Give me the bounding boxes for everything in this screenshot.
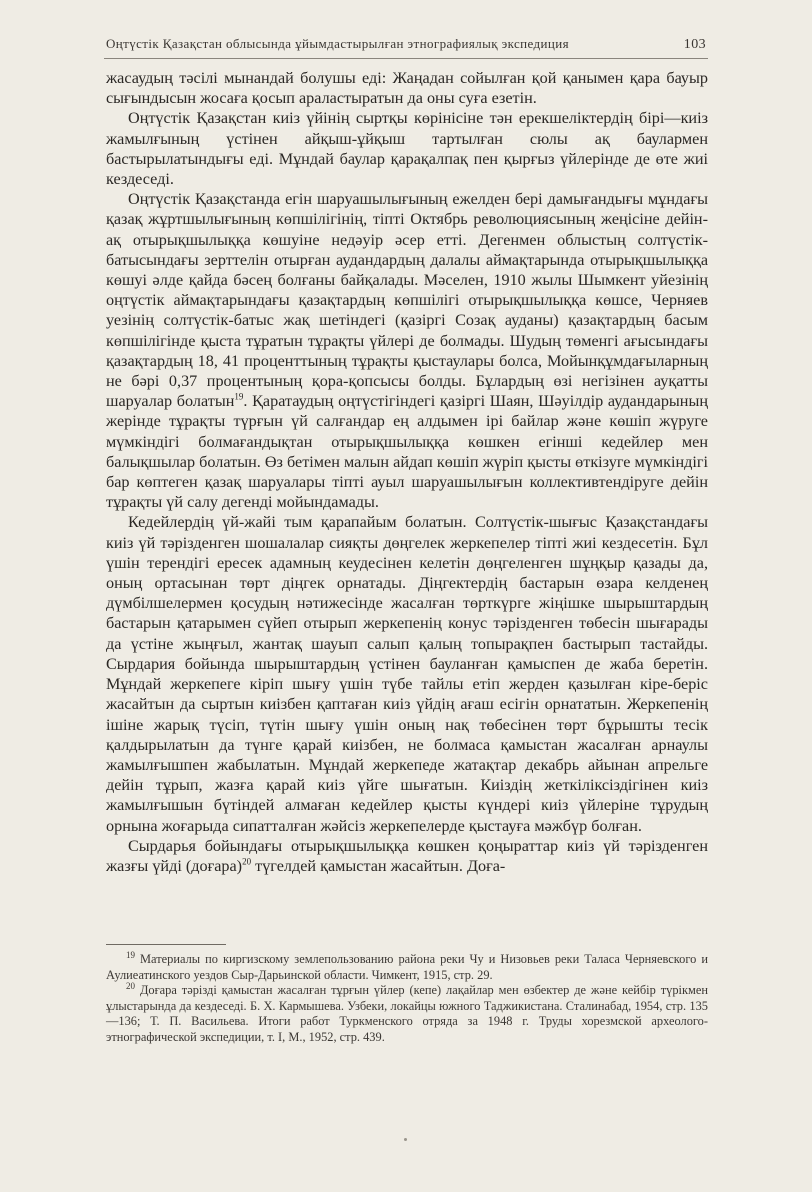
footnote-mark: 19 xyxy=(126,949,135,960)
paragraph-text: . Қаратаудың оңтүстігіндегі қазіргі Шаян, Шәуілдір аудандарының жерінде тұрақты түрғын үй салғандар ең алдымен ірі байлар және көшіп жүруге мүмкіндігі болмағандықтан отырықшылыққа көшкен егінші кедейлер мен балықшылар болатын. Өз бетімен малын айдап көшіп жүріп қысты өткізуге мүмкіндігі бар көптеген қазақ шаруалары тіпті ауыл шаруашылығын коллективтендіруге дейін тұрақты үй салу дегенді мойындамады. xyxy=(106,392,708,512)
footnotes xyxy=(106,949,708,1046)
header-divider xyxy=(104,58,708,59)
footnote-text: Доғара тәрізді қамыстан жасалған тұрғын үйлер (кепе) лақайлар мен өзбектер де және кейбір түрікмен ұлыстарында да кездеседі. Б. Х. Кармышева. Узбеки, локайцы южного Таджикистана. Сталинабад, 1954, стр. 135—136; Т. П. Васильева. Итоги работ Туркменского отряда за 1948 г. Труды хорезмской археолого-этнографической экспедиции, т. I, М., 1952, стр. 439. xyxy=(106,983,708,1044)
running-header xyxy=(106,36,706,53)
footnote-mark: 20 xyxy=(126,981,135,992)
footnote-text: Материалы по киргизскому землепользованию района реки Чу и Низовьев реки Таласа Черняевского и Аулиеатинского уездов Сыр-Дарьинской области. Чимкент, 1915, стр. 29. xyxy=(106,952,708,982)
footnote-19 xyxy=(106,949,708,983)
footnote-ref-20[interactable]: 20 xyxy=(242,856,252,867)
paragraph xyxy=(106,189,708,512)
paragraph-text: түгелдей қамыстан жасайтын. Доға- xyxy=(251,856,506,875)
main-text xyxy=(106,68,708,876)
paragraph: Оңтүстік Қазақстан киіз үйінің сыртқы көрінісіне тән ерекшеліктердің бірі—киіз жамылғының үстінен айқыш-ұйқыш тартылған сюлы ақ баулармен бастырылатындығы еді. Мұндай баулар қарақалпақ пен қырғыз үйлерінде де өте жиі кездеседі. xyxy=(106,109,708,189)
footnote-divider xyxy=(106,944,226,945)
paragraph: Кедейлердің үй-жайі тым қарапайым болатын. Солтүстік-шығыс Қазақстандағы киіз үй тәрізденген шошалалар сияқты дөңгелек жеркепелер тіпті жиі кездесетін. Бұл үшін терендігі ересек адамның кеудесінен келетін дөңгеленген шұңқыр қазады да, оның ортасынан төрт діңгек орнатады. Діңгектердің бастарын өзара келденең дүмбілшелермен қосудың нәтижесінде жасалған төрткүрге жіңішке шырыштардың бастарын қатарымен сүйеп отырып жеркепенің конус тәрізденген төбесін шығарады да үстіне жыңғыл, жантақ шауып салып қалың топырақпен бастырып тастайды. Сырдария бойында шырыштардың үстінен бауланған қамыспен де жаба беретін. Мұндай жеркепеге кіріп шығу үшін түбе тайлы етіп жерден қазылған кіре-беріс жасайтын да сыртын киізбен қаптаған киіз үйдің ағаш есігін орнататын. Жеркепенің ішіне жарық түсіп, түтін шығу үшін оның нақ төбесінен төрт бұрышты тесік қалдырылатын да түнге қарай киізбен, не болмаса қамыстан жасалған арнаулы жамылғышпен жабылатын. Мұндай жеркепеде жатақтар декабрь айынан апрельге дейін тұрып, жазға қарай киіз үйге шығатын. Киіздің жеткіліксіздігінен киіз жамылғышын бүтіндей алмаған кедейлер қысты күндері киіз үйлеріне тұрудың орнына жоғарыда сипатталған жәйсіз жеркепелерде қыстауға мәжбүр болған. xyxy=(106,513,708,835)
footnote-ref-19[interactable]: 19 xyxy=(234,391,244,402)
page-number: 103 xyxy=(683,37,706,52)
paragraph-text: Сырдарья бойындағы отырықшылыққа көшкен қоңыраттар киіз үй тәрізденген жазғы үйді (доғара) xyxy=(106,836,708,875)
paragraph-text: Оңтүстік Қазақстанда егін шаруашылығының ежелден бері дамығандығы мұндағы қазақ жұртшылығының көпшілігінің, тіпті Октябрь революциясының жеңісіне дейін-ақ отырықшылыққа көшуіне недәуір әсер етті. Дегенмен облыстың солтүстік-батысындағы зерттелін отырған аудандардың далалы аймақтарында отырықшылыққа көшуі әлде қайда бәсең болғаны байқалады. Мәселен, 1910 жылы Шымкент уйезінің оңтүстік аймақтарындағы қазақтардың көпшілігі отырықшылыққа көшсе, Черняев уезінің солтүстік-батыс жақ шетіндегі (қазіргі Созақ ауданы) қазақтардың басым көпшілігінде қыста тұратын тұрақты үйлері де болмады. Шудың төменгі ағысындағы қазақтардың 18, 41 проценттының тұрақты қыстаулары болса, Мойынқұмдағыларның не бәрі 0,37 процентының қора-қопсысы болды. Бұлардың өзі негізінен ауқатты шаруалар болатын xyxy=(106,190,708,411)
print-speck xyxy=(404,1138,407,1141)
running-title: Оңтүстік Қазақстан облысында ұйымдастырылған этнографиялық экспедиция xyxy=(106,36,569,51)
paragraph xyxy=(106,836,708,876)
footnote-20 xyxy=(106,983,708,1045)
paragraph: жасаудың тәсілі мынандай болушы еді: Жаңадан сойылған қой қанымен қара бауыр сығындысын жосаға қосып араластыратын да оны суға езетін. xyxy=(106,69,708,108)
